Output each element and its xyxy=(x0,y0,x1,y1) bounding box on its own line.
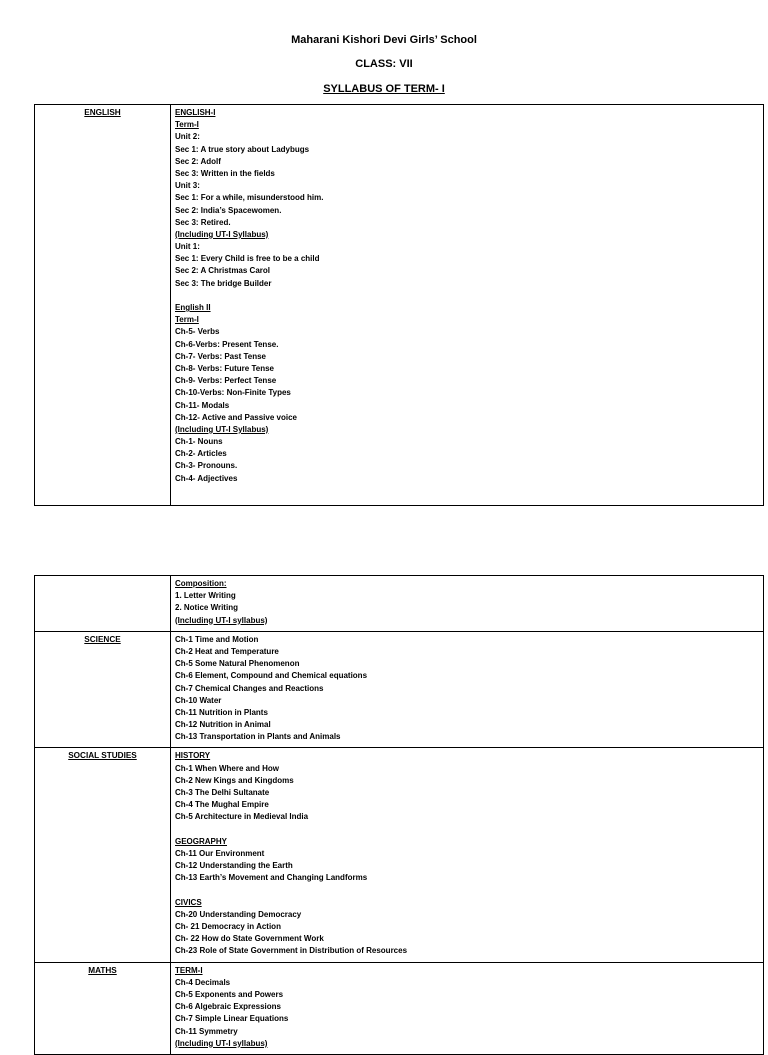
syllabus-content xyxy=(171,576,764,632)
syllabus-line: Ch-13 Transportation in Plants and Animals xyxy=(175,732,341,742)
section-heading: (Including UT-I syllabus) xyxy=(175,615,268,625)
section-heading: (Including UT-I Syllabus) xyxy=(175,424,269,434)
syllabus-line: Sec 1: Every Child is free to be a child xyxy=(175,254,320,264)
syllabus-line: Ch-4 The Mughal Empire xyxy=(175,800,269,810)
subject-row-english xyxy=(35,105,764,506)
syllabus-line: Ch-3- Pronouns. xyxy=(175,461,238,471)
syllabus-line: Sec 3: The bridge Builder xyxy=(175,278,272,288)
syllabus-line: Sec 2: A Christmas Carol xyxy=(175,266,270,276)
syllabus-line: Sec 2: India’s Spacewomen. xyxy=(175,205,282,215)
syllabus-line: Unit 2: xyxy=(175,132,200,142)
syllabus-line: Sec 1: A true story about Ladybugs xyxy=(175,144,310,154)
syllabus-line: Ch-7 Chemical Changes and Reactions xyxy=(175,683,324,693)
syllabus-line: Ch-2- Articles xyxy=(175,449,227,459)
syllabus-line: Sec 3: Written in the fields xyxy=(175,168,275,178)
syllabus-line xyxy=(175,824,763,836)
subject-row-science xyxy=(35,631,764,748)
syllabus-line: Unit 3: xyxy=(175,181,200,191)
syllabus-line: Unit 1: xyxy=(175,242,200,252)
syllabus-line: 1. Letter Writing xyxy=(175,591,236,601)
syllabus-line: Ch-11 Our Environment xyxy=(175,848,265,858)
section-heading: TERM-I xyxy=(175,965,203,975)
syllabus-line: Ch-5 Exponents and Powers xyxy=(175,990,284,999)
subject-name: SCIENCE xyxy=(35,631,171,748)
syllabus-line: Ch-1- Nouns xyxy=(175,437,223,447)
syllabus-line: Ch-6 Algebraic Expressions xyxy=(175,1002,281,1012)
syllabus-line: Ch-7- Verbs: Past Tense xyxy=(175,351,266,361)
syllabus-line: Sec 3: Retired. xyxy=(175,217,231,227)
syllabus-line: Ch-4- Adjectives xyxy=(175,473,238,483)
syllabus-line: Ch-7 Simple Linear Equations xyxy=(175,1014,289,1024)
syllabus-line: Ch-5- Verbs xyxy=(175,327,220,337)
syllabus-line: Ch-10-Verbs: Non-Finite Types xyxy=(175,388,291,398)
syllabus-line: Ch-9- Verbs: Perfect Tense xyxy=(175,376,277,386)
section-heading: HISTORY xyxy=(175,751,211,761)
section-heading: Term-I xyxy=(175,315,199,325)
syllabus-line: Ch-5 Architecture in Medieval India xyxy=(175,812,309,822)
section-heading: ENGLISH-I xyxy=(175,108,216,117)
subject-row-maths xyxy=(35,962,764,1054)
syllabus-line: Ch-8- Verbs: Future Tense xyxy=(175,363,274,373)
syllabus-line: Sec 1: For a while, misunderstood him. xyxy=(175,193,324,203)
syllabus-line: Ch-2 New Kings and Kingdoms xyxy=(175,775,294,785)
syllabus-content xyxy=(171,105,764,506)
syllabus-line: Ch-4 Decimals xyxy=(175,977,231,987)
syllabus-line: Ch-12- Active and Passive voice xyxy=(175,412,297,422)
section-heading: (Including UT-I syllabus) xyxy=(175,1038,268,1048)
syllabus-line: Ch-1 Time and Motion xyxy=(175,634,259,644)
syllabus-line: Ch-11 Symmetry xyxy=(175,1026,238,1036)
subject-row-social-studies xyxy=(35,748,764,962)
syllabus-line: Ch-6 Element, Compound and Chemical equations xyxy=(175,671,368,681)
subject-name: SOCIAL STUDIES xyxy=(35,748,171,962)
section-heading: GEOGRAPHY xyxy=(175,836,228,846)
syllabus-line: 2. Notice Writing xyxy=(175,603,238,613)
section-heading: Term-I xyxy=(175,120,199,130)
syllabus-line xyxy=(175,290,763,302)
syllabus-line: Ch-23 Role of State Government in Distribution of Resources xyxy=(175,946,408,956)
subject-name: MATHS xyxy=(35,962,171,1054)
syllabus-line: Ch-2 Heat and Temperature xyxy=(175,646,279,656)
syllabus-line: Ch-11- Modals xyxy=(175,400,230,410)
section-heading: Composition: xyxy=(175,579,227,588)
syllabus-table-page-2 xyxy=(34,575,764,1055)
syllabus-line: Ch-20 Understanding Democracy xyxy=(175,909,302,919)
syllabus-content xyxy=(171,962,764,1054)
syllabus-content xyxy=(171,631,764,748)
subject-row-continued xyxy=(35,576,764,632)
syllabus-table-page-1 xyxy=(34,104,764,506)
syllabus-line: Sec 2: Adolf xyxy=(175,156,221,166)
syllabus-line: Ch-10 Water xyxy=(175,695,222,705)
syllabus-line: Ch-1 When Where and How xyxy=(175,763,279,773)
section-heading: CIVICS xyxy=(175,897,202,907)
syllabus-line xyxy=(175,885,763,897)
syllabus-line: Ch-11 Nutrition in Plants xyxy=(175,707,268,717)
syllabus-line: Ch-12 Understanding the Earth xyxy=(175,861,293,871)
syllabus-line: Ch-12 Nutrition in Animal xyxy=(175,720,271,730)
syllabus-line: Ch- 22 How do State Government Work xyxy=(175,934,324,944)
syllabus-line: Ch-13 Earth’s Movement and Changing Landforms xyxy=(175,873,368,883)
class-heading: CLASS: VII xyxy=(355,58,413,70)
syllabus-line: Ch-3 The Delhi Sultanate xyxy=(175,788,270,797)
syllabus-line: Ch-6-Verbs: Present Tense. xyxy=(175,339,279,349)
section-heading: (Including UT-I Syllabus) xyxy=(175,229,269,239)
syllabus-line: Ch- 21 Democracy in Action xyxy=(175,922,281,932)
syllabus-content xyxy=(171,748,764,962)
subject-name: ENGLISH xyxy=(35,105,171,506)
section-heading: English II xyxy=(175,303,211,312)
school-name: Maharani Kishori Devi Girls’ School xyxy=(291,34,477,46)
syllabus-line: Ch-5 Some Natural Phenomenon xyxy=(175,659,300,669)
syllabus-heading: SYLLABUS OF TERM- I xyxy=(323,83,445,95)
subject-name xyxy=(35,576,171,632)
